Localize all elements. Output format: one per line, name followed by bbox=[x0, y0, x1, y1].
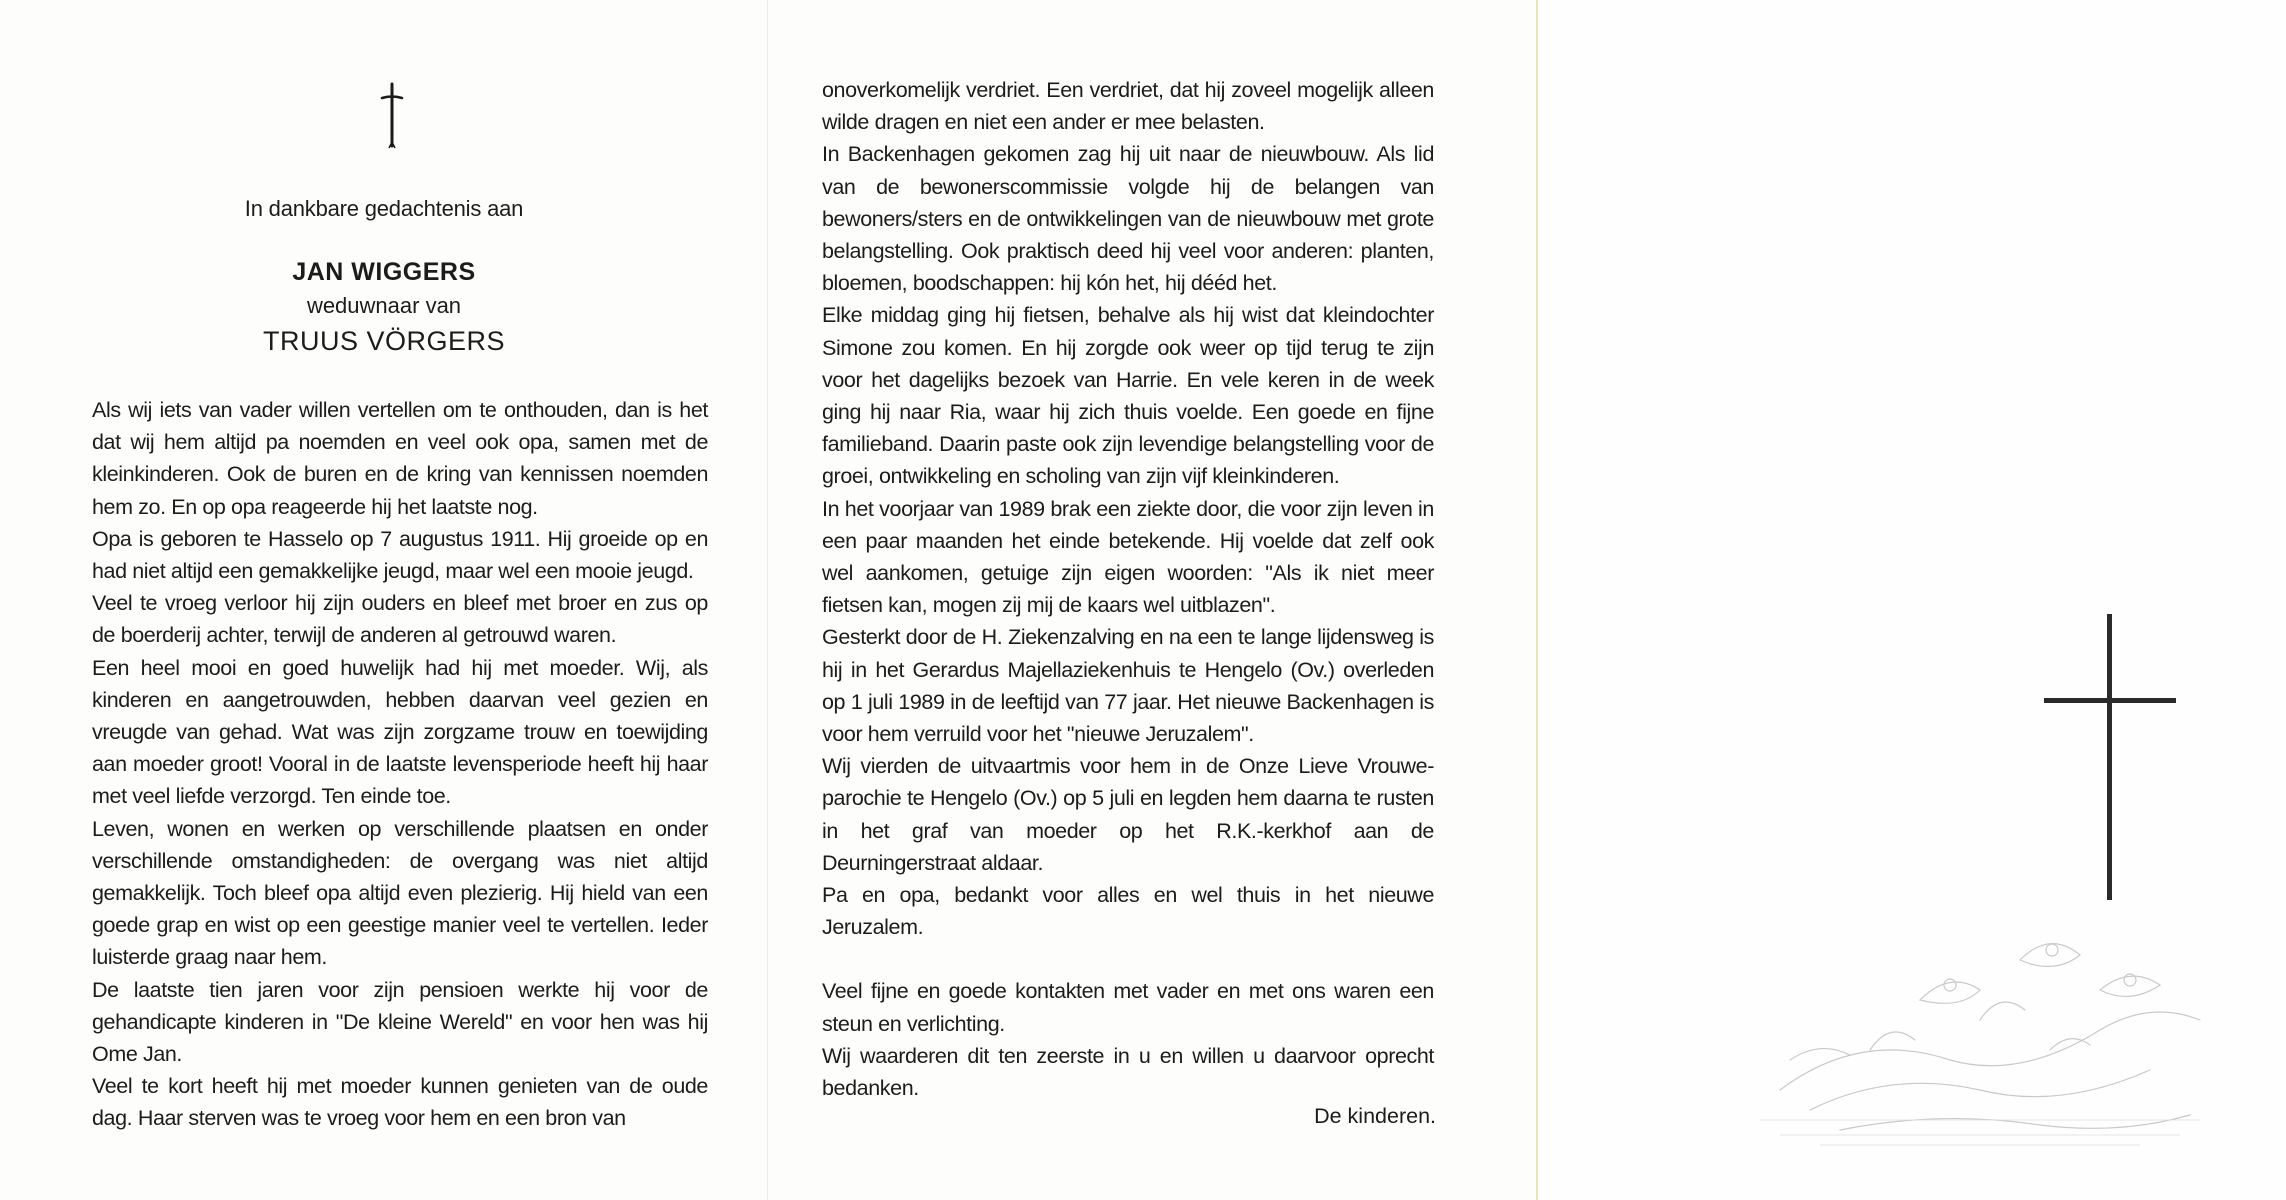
paragraph: Gesterkt door de H. Ziekenzalving en na een te lange lijdensweg is hij in het Gerardus Majellaziekenhuis te Hengelo (Ov.) overleden op 1 juli 1989 in de leeftijd van 77 jaar. Het nieuwe Backenhagen is voor hem verruild voor het "nieuwe Jeruzalem". bbox=[822, 625, 1434, 747]
paragraph: In Backenhagen gekomen zag hij uit naar de nieuwbouw. Als lid van de bewonerscommissie volgde hij de belangen van bewoners/sters en de ontwikkelingen van de nieuwbouw met grote belangstelling. Ook praktisch deed hij veel voor anderen: planten, bloemen, boodschappen: hij kón het, hij dééd het. bbox=[822, 142, 1434, 296]
paragraph: Wij waarderen dit ten zeerste in u en willen u daarvoor oprecht bedanken. bbox=[822, 1043, 1434, 1101]
paragraph: onoverkomelijk verdriet. Een verdriet, dat hij zoveel mogelijk alleen wilde dragen en niet een ander er mee belasten. bbox=[822, 78, 1434, 135]
paragraph-spacer bbox=[822, 943, 1434, 975]
paragraph: Opa is geboren te Hasselo op 7 augustus 1911. Hij groeide op en had niet altijd een gemakkelijke jeugd, maar wel een mooie jeugd. bbox=[92, 526, 708, 584]
paragraph: De laatste tien jaren voor zijn pensioen werkte hij voor de gehandicapte kinderen in "De kleine Wereld" en voor hen was hij Ome Jan. bbox=[92, 977, 708, 1067]
paragraph: Elke middag ging hij fietsen, behalve als hij wist dat kleindochter Simone zou komen. En hij zorgde ook weer op tijd terug te zijn voor het dagelijks bezoek van Harrie. En vele keren in de week ging hij naar Ria, waar hij zich thuis voelde. Een goede en fijne familieband. Daarin paste ook zijn levendige belangstelling voor de groei, ontwikkeling en scholing van zijn vijf kleinkinderen. bbox=[822, 303, 1434, 489]
flower-sketch-icon bbox=[1720, 880, 2240, 1160]
spouse-name: TRUUS VÖRGERS bbox=[262, 326, 506, 356]
deceased-name: JAN WIGGERS bbox=[292, 258, 476, 286]
dedication-line: In dankbare gedachtenis aan bbox=[244, 196, 524, 221]
paragraph: In het voorjaar van 1989 brak een ziekte door, die voor zijn leven in een paar maanden het einde betekende. Hij voelde dat zelf ook wel aankomen, getuige zijn eigen woorden: "Als ik niet meer fietsen kan, mogen zij mij de kaars wel uitblazen". bbox=[822, 496, 1434, 618]
paragraph: Een heel mooi en goed huwelijk had hij met moeder. Wij, als kinderen en aangetrouwden, hebben daarvan veel gezien en vreugde van gehad. Wat was zijn zorgzame trouw en toewijding aan moeder groot! Vooral in de laatste levensperiode heeft hij haar met veel liefde verzorgd. Ten einde toe. bbox=[92, 655, 708, 809]
small-cross-icon bbox=[372, 80, 412, 150]
signature: De kinderen. bbox=[1314, 1104, 1436, 1128]
relation-line: weduwnaar van bbox=[306, 293, 462, 318]
paragraph: Veel te kort heeft hij met moeder kunnen genieten van de oude dag. Haar sterven was te vroeg voor hem en een bron van bbox=[92, 1074, 708, 1131]
biography-column-2 bbox=[822, 74, 1434, 1104]
paragraph: Leven, wonen en werken op verschillende plaatsen en onder verschillende omstandigheden: de overgang was niet altijd gemakkelijk. Toch bleef opa altijd even plezierig. Hij hield van een goede grap en wist op een geestige manier veel te vertellen. Ieder luisterde graag naar hem. bbox=[92, 816, 708, 970]
paragraph: Pa en opa, bedankt voor alles en wel thuis in het nieuwe Jeruzalem. bbox=[822, 883, 1434, 940]
paragraph: Als wij iets van vader willen vertellen om te onthouden, dan is het dat wij hem altijd pa noemden en veel ook opa, samen met de kleinkinderen. Ook de buren en de kring van kennissen noemden hem zo. En op opa reageerde hij het laatste nog. bbox=[92, 398, 708, 519]
large-cross-icon bbox=[2040, 612, 2180, 902]
paragraph: Wij vierden de uitvaartmis voor hem in de Onze Lieve Vrouwe-parochie te Hengelo (Ov.) op 5 juli en legden hem daarna te rusten in het graf van moeder op het R.K.-kerkhof aan de Deurningerstraat aldaar. bbox=[822, 754, 1434, 875]
biography-column-1 bbox=[92, 394, 708, 1135]
paragraph: Veel fijne en goede kontakten met vader en met ons waren een steun en verlichting. bbox=[822, 979, 1434, 1036]
paragraph: Veel te vroeg verloor hij zijn ouders en bleef met broer en zus op de boerderij achter, terwijl de anderen al getrouwd waren. bbox=[92, 591, 708, 648]
